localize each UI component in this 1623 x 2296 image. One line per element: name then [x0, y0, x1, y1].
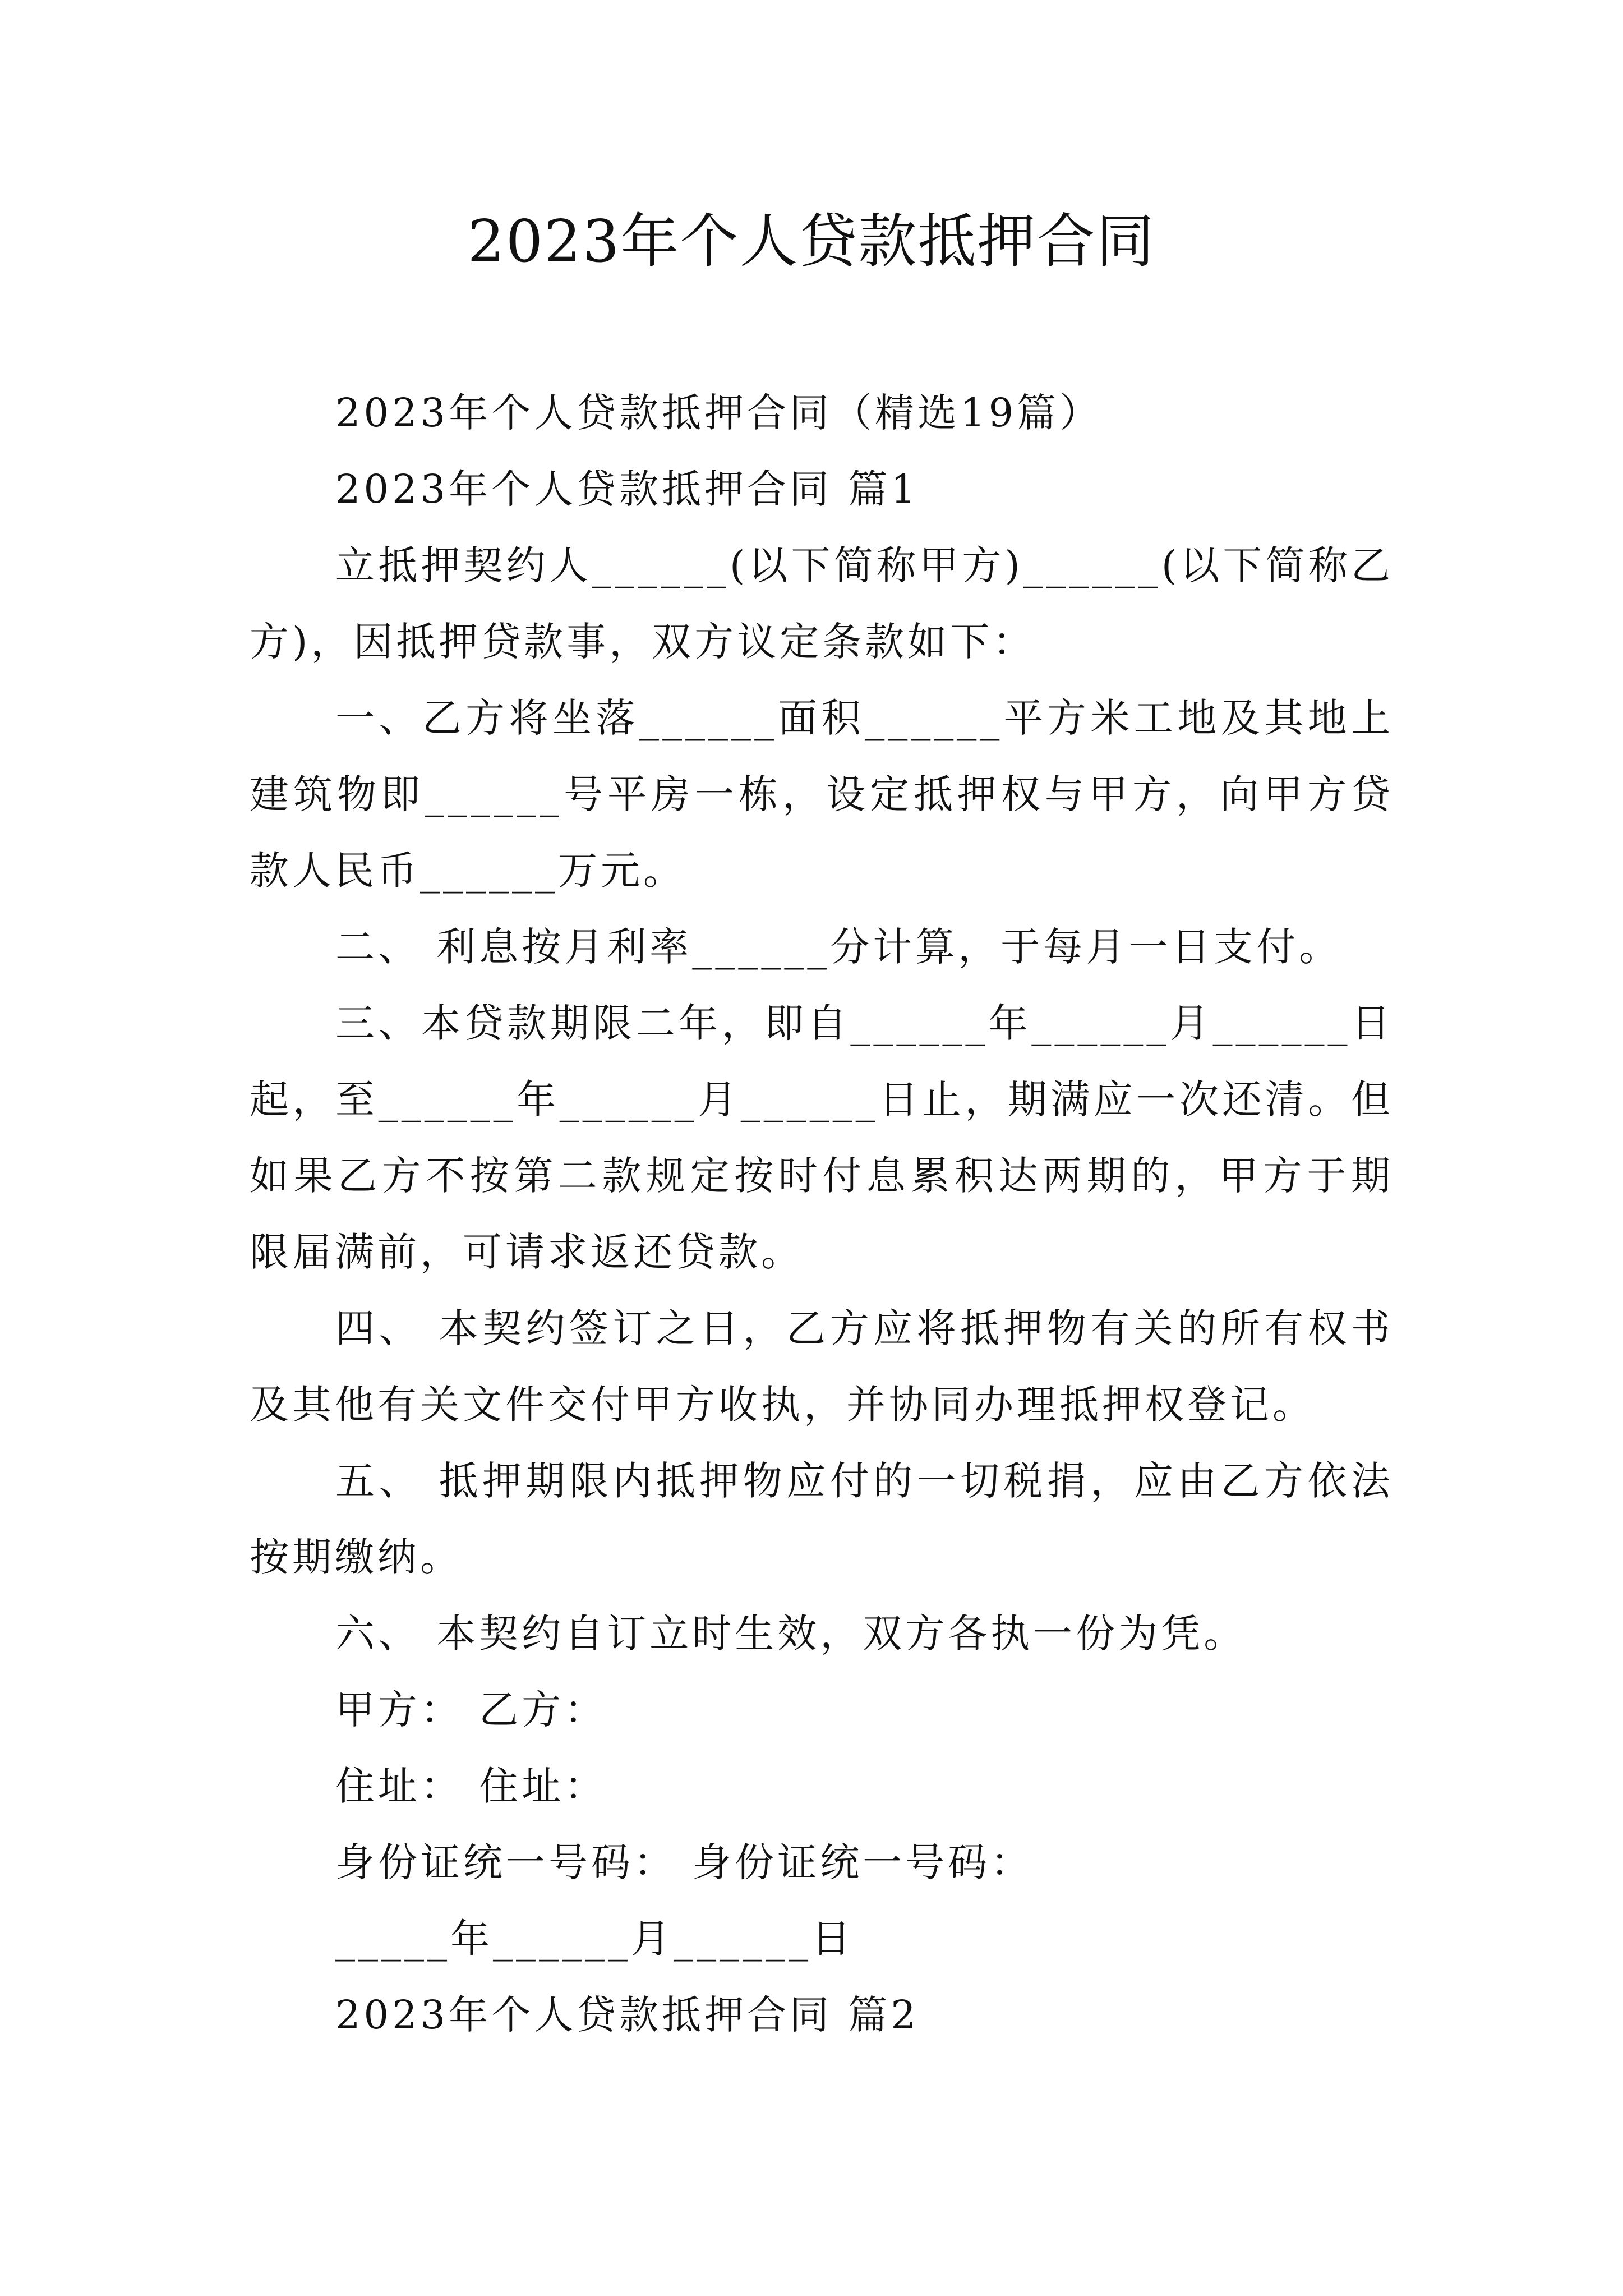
- clause-2-paragraph: 二、 利息按月利率______分计算，于每月一日支付。: [335, 924, 1342, 970]
- party-address-line: 住址： 住址：: [335, 1763, 607, 1809]
- signature-date-line: _____年______月______日: [335, 1916, 854, 1962]
- clause-1-paragraph: 一、乙方将坐落______面积______平方米工地及其地上建筑物即______号平房一栋，设定抵押权与甲方，向甲方贷款人民币______万元。: [250, 695, 1394, 894]
- party-id-line: 身份证统一号码： 身份证统一号码：: [335, 1839, 1034, 1885]
- clause-4-paragraph: 四、 本契约签订之日，乙方应将抵押物有关的所有权书及其他有关文件交付甲方收执，并协同办理抵押权登记。: [250, 1305, 1394, 1428]
- document-title: 2023年个人贷款抵押合同: [467, 207, 1156, 275]
- clause-6-paragraph: 六、 本契约自订立时生效，双方各执一份为凭。: [335, 1611, 1247, 1657]
- document-body: [250, 375, 1394, 2053]
- party-names-line: 甲方： 乙方：: [335, 1687, 607, 1733]
- section-heading-2: 2023年个人贷款抵押合同 篇2: [335, 1992, 919, 2038]
- contract-intro-paragraph: 立抵押契约人______(以下简称甲方)______(以下简称乙方)，因抵押贷款事，双方议定条款如下：: [250, 542, 1394, 665]
- subtitle-selection: 2023年个人贷款抵押合同（精选19篇）: [335, 390, 1103, 436]
- clause-5-paragraph: 五、 抵押期限内抵押物应付的一切税捐，应由乙方依法按期缴纳。: [250, 1458, 1394, 1580]
- clause-3-paragraph: 三、本贷款期限二年，即自______年______月______日起，至______年______月______日止，期满应一次还清。但如果乙方不按第二款规定按时付息累积达两期的，甲方于期限届满前，可请求返还贷款。: [250, 1000, 1394, 1275]
- section-heading-1: 2023年个人贷款抵押合同 篇1: [335, 466, 919, 512]
